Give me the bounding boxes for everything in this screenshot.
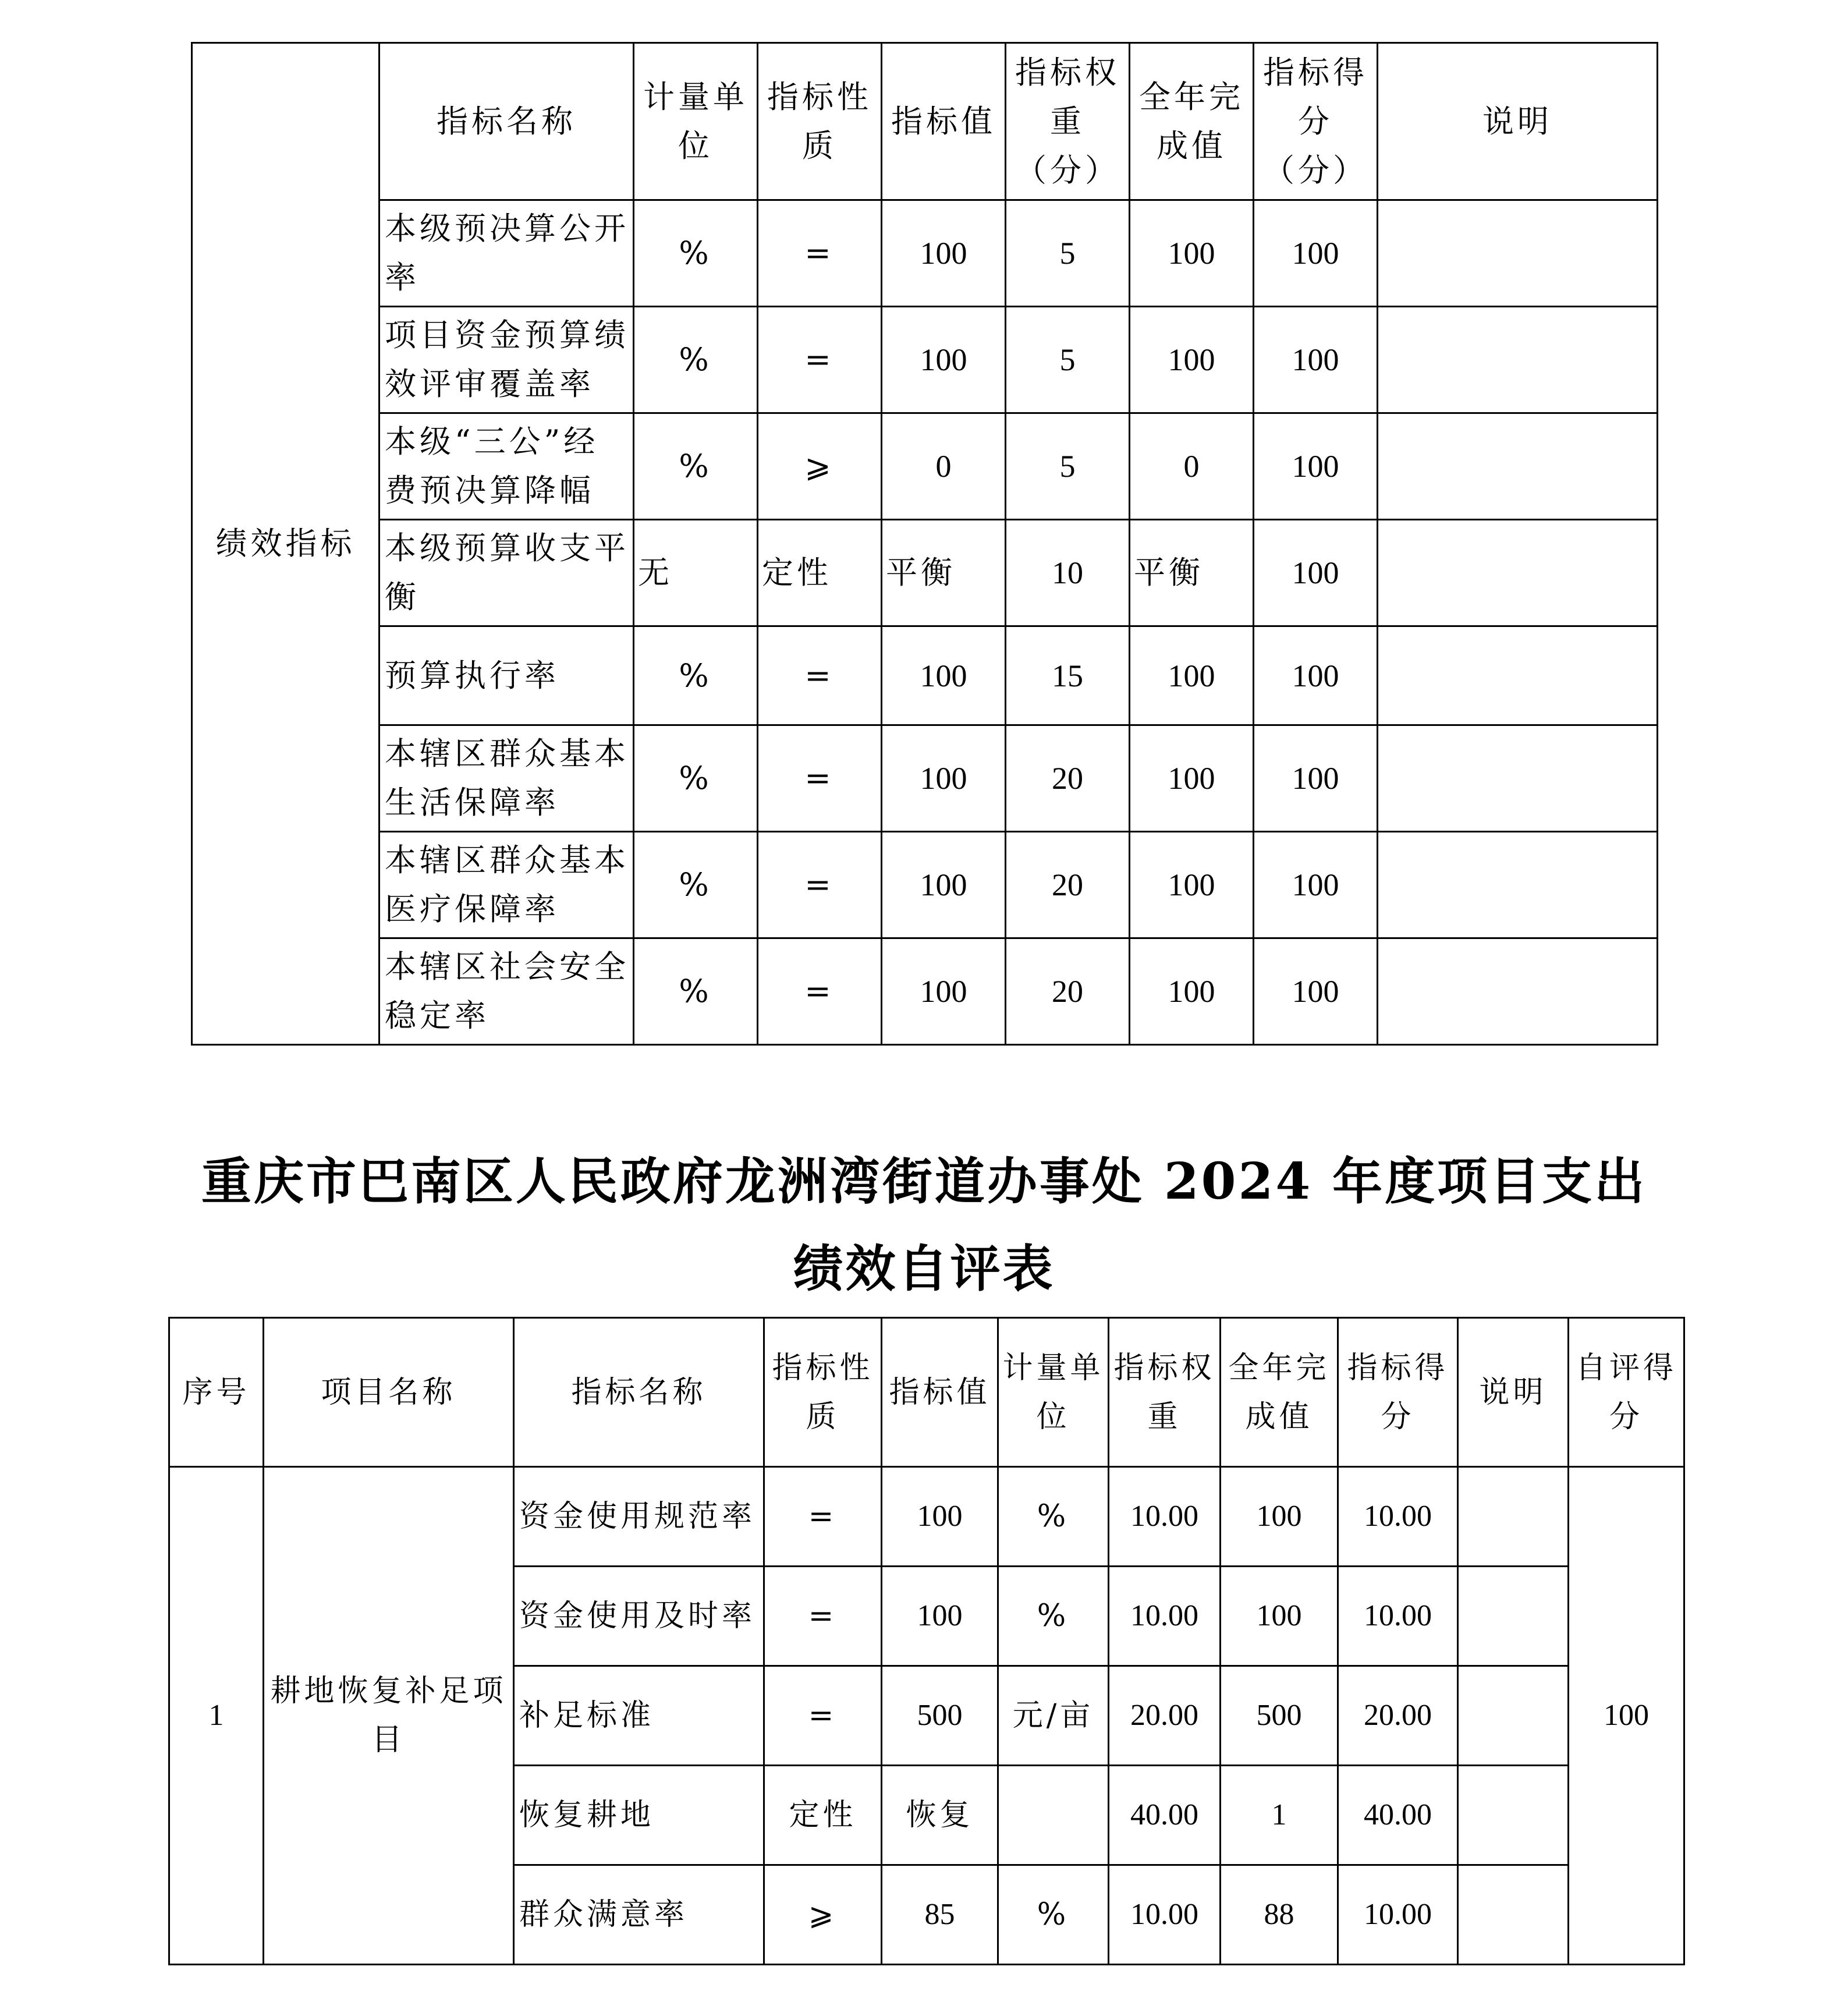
target-value: 100	[882, 832, 1006, 938]
note	[1378, 725, 1658, 832]
target-value: 100	[882, 200, 1006, 307]
score: 10.00	[1338, 1467, 1458, 1567]
indicator-name: 本级预决算公开率	[379, 200, 634, 307]
unit: %	[634, 725, 758, 832]
annual-actual: 100	[1221, 1567, 1338, 1666]
score: 100	[1254, 307, 1378, 413]
header-weight: 指标权重	[1109, 1318, 1221, 1467]
nature: =	[758, 200, 882, 307]
note	[1458, 1567, 1569, 1666]
annual-actual: 100	[1221, 1467, 1338, 1567]
header-nature: 指标性质	[764, 1318, 882, 1467]
table-row	[192, 520, 1658, 626]
unit: %	[634, 200, 758, 307]
table-row	[169, 1467, 1684, 1567]
indicator-name: 预算执行率	[379, 626, 634, 725]
indicator-name: 群众满意率	[514, 1865, 764, 1965]
unit: %	[998, 1865, 1109, 1965]
indicator-name: 本级“三公”经费预决算降幅	[379, 413, 634, 520]
note	[1458, 1666, 1569, 1766]
project-self-evaluation-table	[168, 1317, 1685, 1965]
target-value: 恢复	[882, 1766, 998, 1865]
weight: 5	[1006, 307, 1130, 413]
unit: %	[634, 307, 758, 413]
annual-actual: 1	[1221, 1766, 1338, 1865]
target-value: 100	[882, 938, 1006, 1045]
self-score: 100	[1569, 1467, 1684, 1965]
header-target-value: 指标值	[882, 1318, 998, 1467]
score: 40.00	[1338, 1766, 1458, 1865]
score: 10.00	[1338, 1567, 1458, 1666]
score: 20.00	[1338, 1666, 1458, 1766]
note	[1378, 832, 1658, 938]
indicator-name: 本辖区群众基本医疗保障率	[379, 832, 634, 938]
indicator-name: 本级预算收支平衡	[379, 520, 634, 626]
nature: =	[764, 1567, 882, 1666]
weight: 10.00	[1109, 1865, 1221, 1965]
table-row	[192, 307, 1658, 413]
score: 100	[1254, 200, 1378, 307]
score: 100	[1254, 938, 1378, 1045]
unit	[998, 1766, 1109, 1865]
header-weight: 指标权重（分）	[1006, 43, 1130, 200]
unit: %	[634, 938, 758, 1045]
note	[1458, 1467, 1569, 1567]
indicator-name: 恢复耕地	[514, 1766, 764, 1865]
header-index: 序号	[169, 1318, 264, 1467]
note	[1378, 413, 1658, 520]
unit: %	[634, 832, 758, 938]
score: 100	[1254, 626, 1378, 725]
project-name: 耕地恢复补足项目	[264, 1467, 514, 1965]
note	[1378, 626, 1658, 725]
indicator-name: 资金使用及时率	[514, 1567, 764, 1666]
target-value: 500	[882, 1666, 998, 1766]
nature: 定性	[764, 1766, 882, 1865]
document-title-line-1: 重庆市巴南区人民政府龙洲湾街道办事处 2024 年度项目支出	[201, 1152, 1647, 1211]
group-label: 绩效指标	[192, 43, 379, 1045]
header-score: 指标得分（分）	[1254, 43, 1378, 200]
header-project-name: 项目名称	[264, 1318, 514, 1467]
annual-actual: 0	[1130, 413, 1254, 520]
header-self-score: 自评得分	[1569, 1318, 1684, 1467]
unit: %	[998, 1567, 1109, 1666]
annual-actual: 100	[1130, 626, 1254, 725]
unit: 元/亩	[998, 1666, 1109, 1766]
annual-actual: 平衡	[1130, 520, 1254, 626]
weight: 5	[1006, 200, 1130, 307]
weight: 10.00	[1109, 1567, 1221, 1666]
target-value: 平衡	[882, 520, 1006, 626]
unit: %	[634, 413, 758, 520]
header-annual-actual: 全年完成值	[1130, 43, 1254, 200]
nature: =	[758, 307, 882, 413]
target-value: 85	[882, 1865, 998, 1965]
target-value: 0	[882, 413, 1006, 520]
note	[1458, 1865, 1569, 1965]
note	[1458, 1766, 1569, 1865]
header-note: 说明	[1378, 43, 1658, 200]
header-score: 指标得分	[1338, 1318, 1458, 1467]
note	[1378, 200, 1658, 307]
target-value: 100	[882, 626, 1006, 725]
header-target-value: 指标值	[882, 43, 1006, 200]
score: 10.00	[1338, 1865, 1458, 1965]
score: 100	[1254, 832, 1378, 938]
weight: 20	[1006, 725, 1130, 832]
nature: =	[758, 938, 882, 1045]
weight: 20	[1006, 938, 1130, 1045]
indicator-name: 项目资金预算绩效评审覆盖率	[379, 307, 634, 413]
annual-actual: 100	[1130, 938, 1254, 1045]
header-unit: 计量单位	[998, 1318, 1109, 1467]
table-row	[192, 200, 1658, 307]
table-row	[192, 938, 1658, 1045]
nature: =	[758, 626, 882, 725]
unit: %	[634, 626, 758, 725]
target-value: 100	[882, 725, 1006, 832]
table-header-row	[169, 1318, 1684, 1467]
header-nature: 指标性质	[758, 43, 882, 200]
indicator-name: 补足标准	[514, 1666, 764, 1766]
note	[1378, 938, 1658, 1045]
annual-actual: 100	[1130, 832, 1254, 938]
annual-actual: 100	[1130, 307, 1254, 413]
nature: =	[758, 725, 882, 832]
target-value: 100	[882, 307, 1006, 413]
table-row	[192, 413, 1658, 520]
indicator-name: 资金使用规范率	[514, 1467, 764, 1567]
score: 100	[1254, 520, 1378, 626]
nature: =	[764, 1666, 882, 1766]
table-row	[192, 725, 1658, 832]
unit: %	[998, 1467, 1109, 1567]
score: 100	[1254, 413, 1378, 520]
annual-actual: 500	[1221, 1666, 1338, 1766]
weight: 15	[1006, 626, 1130, 725]
annual-actual: 100	[1130, 725, 1254, 832]
weight: 5	[1006, 413, 1130, 520]
header-indicator-name: 指标名称	[379, 43, 634, 200]
nature: 定性	[758, 520, 882, 626]
nature: ⩾	[764, 1865, 882, 1965]
weight: 10.00	[1109, 1467, 1221, 1567]
nature: ⩾	[758, 413, 882, 520]
document-title-line-2: 绩效自评表	[793, 1239, 1055, 1298]
table-row	[192, 832, 1658, 938]
header-note: 说明	[1458, 1318, 1569, 1467]
annual-actual: 88	[1221, 1865, 1338, 1965]
nature: =	[758, 832, 882, 938]
weight: 20	[1006, 832, 1130, 938]
performance-indicator-table	[191, 42, 1658, 1046]
score: 100	[1254, 725, 1378, 832]
annual-actual: 100	[1130, 200, 1254, 307]
header-unit: 计量单位	[634, 43, 758, 200]
table-header-row	[192, 43, 1658, 200]
note	[1378, 520, 1658, 626]
note	[1378, 307, 1658, 413]
target-value: 100	[882, 1567, 998, 1666]
table-row	[192, 626, 1658, 725]
weight: 20.00	[1109, 1666, 1221, 1766]
indicator-name: 本辖区社会安全稳定率	[379, 938, 634, 1045]
project-index: 1	[169, 1467, 264, 1965]
target-value: 100	[882, 1467, 998, 1567]
weight: 40.00	[1109, 1766, 1221, 1865]
header-indicator-name: 指标名称	[514, 1318, 764, 1467]
unit: 无	[634, 520, 758, 626]
weight: 10	[1006, 520, 1130, 626]
header-annual-actual: 全年完成值	[1221, 1318, 1338, 1467]
nature: =	[764, 1467, 882, 1567]
indicator-name: 本辖区群众基本生活保障率	[379, 725, 634, 832]
